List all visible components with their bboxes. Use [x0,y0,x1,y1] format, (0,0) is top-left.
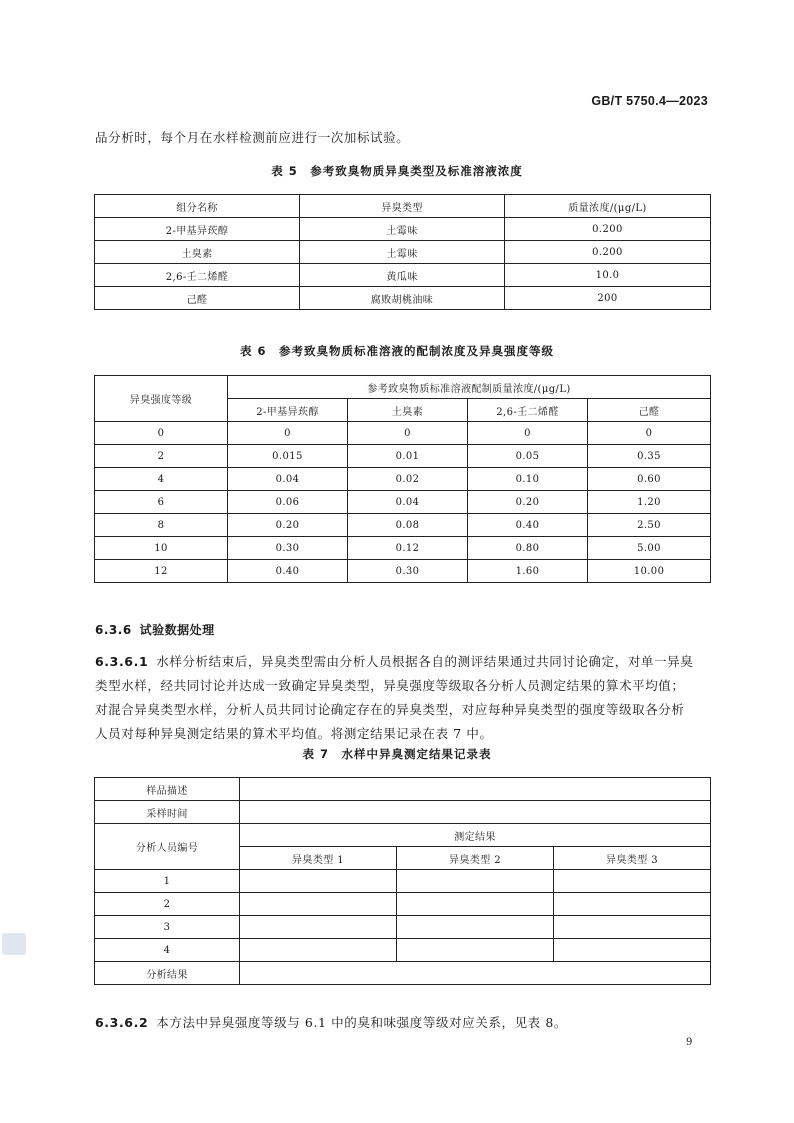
table-cell: 土臭素 [95,241,300,264]
table-row [95,287,711,310]
table-cell: 0 [348,422,468,445]
table-cell: 4 [95,939,240,962]
table-cell: 0.40 [228,560,348,583]
table-cell: 己醛 [95,287,300,310]
table-cell [397,916,554,939]
table-cell [240,893,397,916]
table-cell: 0.01 [348,445,468,468]
table-cell: 10.00 [588,560,711,583]
page-number: 9 [686,1037,693,1048]
paragraph-text: 本方法中异臭强度等级与 6.1 中的臭和味强度等级对应关系，见表 8。 [156,1015,568,1030]
table-cell: 3 [95,916,240,939]
table-cell: 0.200 [505,241,711,264]
paragraph-line: 类型水样，经共同讨论并达成一致确定异臭类型，异臭强度等级取各分析人员测定结果的算术平均值； [95,678,685,693]
table-cell: 2 [95,445,228,468]
table-cell: 0 [228,422,348,445]
intro-text: 品分析时，每个月在水样检测前应进行一次加标试验。 [95,130,410,145]
table-header-cell: 2,6-壬二烯醛 [468,399,588,422]
table-row [95,916,711,939]
table-cell [554,939,711,962]
table-cell: 1.20 [588,491,711,514]
table-cell: 1.60 [468,560,588,583]
table-cell: 10.0 [505,264,711,287]
table-cell: 0.05 [468,445,588,468]
table-row [95,468,711,491]
table-cell: 0.200 [505,218,711,241]
table-header-row [95,195,711,218]
standard-number: GB/T 5750.4—2023 [591,94,708,108]
table-cell: 0 [588,422,711,445]
table-group-header: 测定结果 [240,824,711,847]
table-cell: 0.20 [468,491,588,514]
table-cell [397,870,554,893]
table-header-cell: 异臭类型 1 [240,847,397,870]
table-cell: 0.20 [228,514,348,537]
table-cell [397,939,554,962]
table6 [94,375,711,583]
table-row [95,870,711,893]
table-row [95,491,711,514]
side-watermark-icon [2,933,26,955]
table-cell [240,870,397,893]
table-header-cell: 己醛 [588,399,711,422]
table-cell [240,801,711,824]
section-number: 6.3.6.2 [95,1015,149,1030]
table-cell: 0 [95,422,228,445]
table-row [95,801,711,824]
table-cell: 1 [95,870,240,893]
table-row [95,445,711,468]
table-row [95,514,711,537]
table-header-row [95,376,711,399]
table-header-cell: 异臭强度等级 [95,376,228,422]
table-cell: 0.35 [588,445,711,468]
section-6-3-6-2 [95,1011,567,1035]
table-header-cell: 异臭类型 2 [397,847,554,870]
table7 [94,777,711,985]
table-header-cell: 质量浓度/(μg/L) [505,195,711,218]
table-cell: 200 [505,287,711,310]
table-cell: 10 [95,537,228,560]
table-group-header: 参考致臭物质标准溶液配制质量浓度/(μg/L) [228,376,711,399]
section-number: 6.3.6 [95,623,132,637]
table-cell: 0.30 [348,560,468,583]
table-cell: 土霉味 [300,241,505,264]
table-cell: 0.10 [468,468,588,491]
table-cell: 腐败胡桃油味 [300,287,505,310]
table-cell: 土霉味 [300,218,505,241]
table-cell [240,778,711,801]
section-title: 试验数据处理 [139,623,215,637]
table-header-row [95,824,711,847]
table-cell [554,893,711,916]
table-header-cell: 土臭素 [348,399,468,422]
table-cell [554,870,711,893]
table-header-cell: 分析人员编号 [95,824,240,870]
table-cell: 0.80 [468,537,588,560]
table-row [95,778,711,801]
section-number: 6.3.6.1 [95,654,149,669]
paragraph-line: 水样分析结束后，异臭类型需由分析人员根据各自的测评结果通过共同讨论确定，对单一异臭 [156,654,694,669]
table-header-cell: 异臭类型 3 [554,847,711,870]
table5 [94,194,711,310]
table-header-cell: 采样时间 [95,801,240,824]
table-row [95,560,711,583]
table5-caption: 表 5 参考致臭物质异臭类型及标准溶液浓度 [271,164,523,178]
table-cell [240,916,397,939]
table-cell: 0.02 [348,468,468,491]
table-header-cell: 2-甲基异莰醇 [228,399,348,422]
table-cell: 0.12 [348,537,468,560]
table-row [95,422,711,445]
table-cell: 0.015 [228,445,348,468]
table6-caption: 表 6 参考致臭物质标准溶液的配制浓度及异臭强度等级 [239,344,554,358]
table-row [95,537,711,560]
table-row [95,939,711,962]
section-6-3-6-heading [95,621,215,638]
table-cell: 0.40 [468,514,588,537]
table-cell: 4 [95,468,228,491]
table-cell: 5.00 [588,537,711,560]
table-cell: 8 [95,514,228,537]
table-cell: 0.30 [228,537,348,560]
table-cell [397,893,554,916]
table-cell [240,939,397,962]
table-cell [240,962,711,985]
table-cell: 2,6-壬二烯醛 [95,264,300,287]
table-row [95,264,711,287]
table-cell: 2-甲基异莰醇 [95,218,300,241]
table-cell [554,916,711,939]
table-header-cell: 异臭类型 [300,195,505,218]
table-cell: 0.06 [228,491,348,514]
paragraph-line: 对混合异臭类型水样，分析人员共同讨论确定存在的异臭类型，对应每种异臭类型的强度等级取各分析 [95,702,685,717]
table-cell: 12 [95,560,228,583]
table-cell: 0.04 [348,491,468,514]
table-row [95,241,711,264]
table7-caption: 表 7 水样中异臭测定结果记录表 [302,747,492,761]
table-cell: 黄瓜味 [300,264,505,287]
table-cell: 0 [468,422,588,445]
section-6-3-6-1 [95,650,693,746]
table-header-cell: 组分名称 [95,195,300,218]
table-header-cell: 样品描述 [95,778,240,801]
table-cell: 2 [95,893,240,916]
paragraph-line: 人员对每种异臭测定结果的算术平均值。将测定结果记录在表 7 中。 [95,726,493,741]
table-cell: 0.04 [228,468,348,491]
table-cell: 2.50 [588,514,711,537]
table-cell: 0.08 [348,514,468,537]
table-row [95,893,711,916]
table-header-cell: 分析结果 [95,962,240,985]
table-cell: 0.60 [588,468,711,491]
table-row [95,218,711,241]
table-row [95,962,711,985]
table-cell: 6 [95,491,228,514]
